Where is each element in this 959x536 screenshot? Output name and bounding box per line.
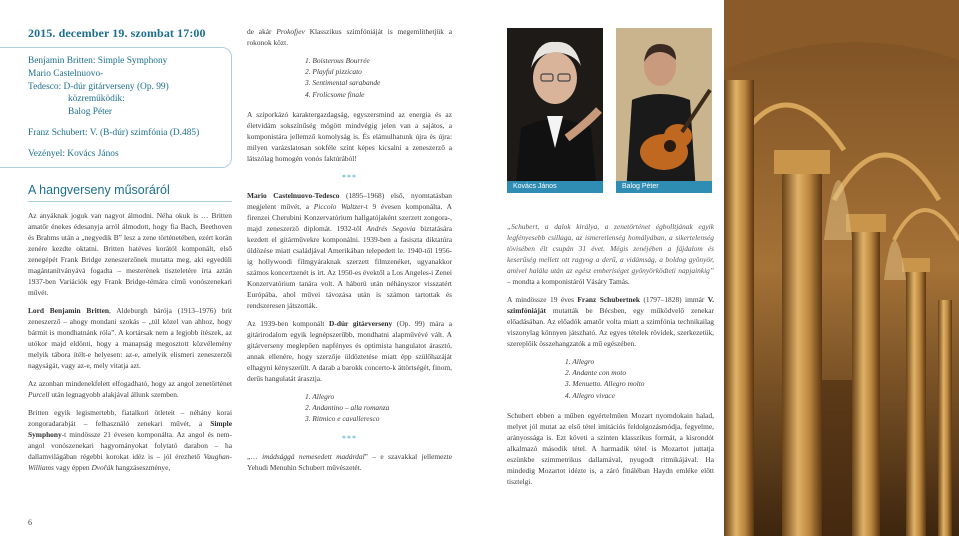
- list-item: 3. Ritmico e cavalleresco: [305, 414, 380, 424]
- paragraph: Az azonban mindenekfelett elfogadható, hogy az angol zenetörténet Purcell után legnagyobb alakjával állunk szemben.: [28, 379, 232, 399]
- section-title: A hangverseny műsoráról: [28, 183, 170, 197]
- soloist-photo: [616, 28, 712, 193]
- list-item: 1. Allegro: [305, 391, 335, 401]
- list-item: 2. Playful pizzicato: [305, 67, 362, 77]
- movement-list: [565, 356, 714, 401]
- movement-list: [305, 55, 452, 100]
- conductor-photo: [507, 28, 603, 193]
- list-item: 1. Allegro: [565, 357, 595, 366]
- separator-stars: ***: [342, 172, 357, 182]
- concert-date: 2015. december 19. szombat 17:00: [28, 26, 206, 40]
- program-line: közreműködik:: [68, 94, 125, 105]
- paragraph: Az anyáknak joguk van nagyot álmodni. Néha okuk is … Britten amatőr énekes édesanyja arról álmodott, hogy fia Bach, Beethoven és Brahms után a „negyedik B” lesz a zene történetében, ezért korán zenére kezdte oktatni. Britten hatéves korától komponált, első zenegépét Frank Bridge zeneszerzőnek mutatta meg, aki egyedüli magántanítványává fogadta – mesterének tiszteletére írta aztán 1937-ben Variációk egy Frank Bridge-témára című vonószenekari művét.: [28, 211, 232, 297]
- list-item: 4. Allegro vivace: [565, 390, 615, 400]
- list-item: 2. Andante con moto: [565, 368, 627, 378]
- movement-list: [305, 391, 452, 425]
- paragraph: „… imádsággá nemesedett madárdal” – e szavakkal jellemezte Yehudi Menuhin Schubert művészetét.: [247, 452, 452, 473]
- program-box: [0, 47, 232, 168]
- quote-paragraph: „Schubert, a dalok királya, a zenetörténet égbolltjának egyik legfényesebb csillaga, az ismeretlenség homályában, a sikertelenség tövisében élt csupán 31 évet. Mégis zenéjében a fájdalom és keserűség mellett ott ragyog a derű, a vidámság, a boldog gyönyör, amivel halála után az egész emberiséget gyönyörködteti napjainkig” – mondta a komponistáról Vásáry Tamás.: [507, 222, 714, 286]
- concert-hall-photo: [724, 0, 959, 536]
- paragraph: Az 1939-ben komponált D-dúr gitárverseny (Op. 99) mára a gitárirodalom egyik legnépszerűbb, mondhatni alapművévé vált. A gitárverseny meglepően napfényes és optimista hangulatot árasztó, annak ellenére, hogy szerzője üldöztetése miatt épp szülőhazáját elhagyni kényszerült. A darab a barokk concerto-k ättörtségét, finom, derűs hangulatát árasztja.: [247, 318, 452, 383]
- paragraph: de akár Prokofjev Klasszikus szimfóniáját is megemlíthetjük a rokonok közt.: [247, 27, 453, 47]
- paragraph: A sziporkázó karaktergazdagság, egyszersmind az energia és az életvidám sokszínűség mögött mindvégig jelen van a sajátos, a komponistára jellemző komolyság is. És elámulhatunk újra és újra: milyen varázslatosan sokféle színt képes kicsalni a zeneszerző a látszólag homogén vonós faktúrából!: [247, 109, 452, 163]
- conductor-line: Vezényel: Kovács János: [28, 148, 119, 159]
- section-divider: [28, 201, 232, 202]
- program-line: Tedesco: D-dúr gitárverseny (Op. 99): [28, 81, 169, 92]
- list-item: 3. Menuetto. Allegro molto: [565, 379, 645, 389]
- paragraph: Lord Benjamin Britten, Aldeburgh bárója (1913–1976) brit zeneszerző – ahogy mondani szokás – „túl közel van ahhoz, hogy bármit is mondhatnánk róla”. A kortársak nem a legjobb ítészek, az utókor majd eldönti, hogy a manapság megosztott közvélemény melyik tábora ítélt-e helyesen: az-e, amelyik elismeri zeneszerzői nagyságát, vagy az-e, mely vitatja azt.: [28, 306, 232, 370]
- photo-caption: Balog Péter: [616, 181, 712, 193]
- program-line: Balog Péter: [68, 107, 113, 118]
- photo-caption: Kovács János: [507, 181, 603, 193]
- program-line: Mario Castelnuovo-: [28, 68, 104, 79]
- list-item: 3. Sentimental sarabande: [305, 78, 381, 88]
- paragraph: Mario Castelnuovo-Tedesco (1895–1968) első, nyomtatásban megjelent művét, a Piccolo Waltzer-t 9 évesen komponálta. A firenzei Cherubini Konzervatórium hallgatójaként szerzett zongora-, majd zeneszerző diplomát. 1932-től Andrés Segovia biztatására kezdett el gitárművekre komponálni. 1939-ben a fasiszta diktatúra üldözése miatt családjával Amerikában telepedett le. 1940-től 1956-ig hollywoodi filmgyáraknak szerzett filmzenéket, ugyanakkor számos koncertzenét is írt. Az 1950-es évektől a Los Angeles-i Zenei Konzervatórium tanára volt. A háború után néhányszor visszatért Európába, ahol művei távozása után is számon tartottak és rendszeresen játszották.: [247, 190, 453, 310]
- list-item: 1. Boisterous Bourrée: [305, 56, 370, 65]
- program-line: Franz Schubert: V. (B-dúr) szimfónia (D.485): [28, 127, 200, 138]
- paragraph: A mindössze 19 éves Franz Schubertnek (1797–1828) immár V. szimfóniáját mutatták be Bécsben, egy működvelő zenekar előadásában. Az előadók amatőr volta miatt a szimfónia technikailag viszonylag könnyen játszható. Az egyes tételek rövidek, szerkezetük, szereplőik összehangzatók a mű egészében.: [507, 295, 715, 348]
- paragraph: Britten egyik legismertebb, fiatalkori ötleteit – néhány korai zongoradarabját – felhasználó zenekari művét, a Simple Symphony-t mindössze 21 évesen komponálta. Az angol és nem-angol vonószenekari hagyományokat folytató darabon – ha dallamvilágában régebbi korokat idéz is – jól érezhető Vaughan-Williams vagy éppen Dvořák hangzáseszménye,: [28, 408, 232, 472]
- paragraph: Schubert ebben a műben egyértelműen Mozart nyomdokain halad, melyet jól mutat az első tétel imitációs feldolgozásmódja, fegyelme, arányossága is. Ezt követi a szinten klasszikus formát, a kisrondót alkalmazó második tétel. A harmadik tétel is Mozartot juttatja eszünkbe szimmetrikus dallamával, nyugodt ritmikájával. Ha mindedig Mozartot idézte is, a záró fináléban Haydn emléke előtt tisztelgi.: [507, 410, 714, 486]
- list-item: 2. Andantino – alla romanza: [305, 403, 390, 413]
- list-item: 4. Frolicsome finale: [305, 89, 365, 99]
- program-line: Benjamin Britten: Simple Symphony: [28, 56, 168, 66]
- separator-stars: ***: [342, 434, 357, 444]
- page-number: 6: [28, 518, 32, 527]
